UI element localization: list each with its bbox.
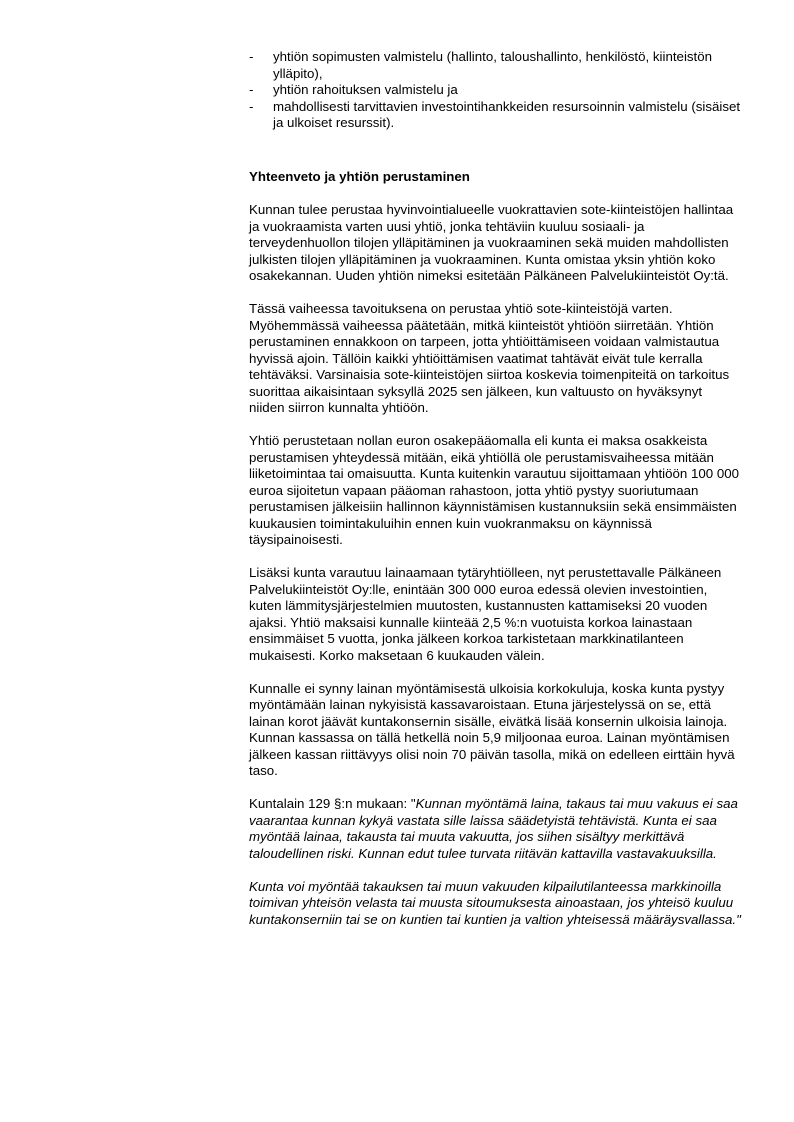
paragraph: Lisäksi kunta varautuu lainaamaan tytäryhtiölleen, nyt perustettavalle Pälkäneen Palvelukiinteistöt Oy:lle, enintään 300 000 euroa edessä olevien investointien, kuten lämmitysjärjestelmien muutosten, kustannusten kattamiseksi 20 vuoden ajaksi. Yhtiö maksaisi kunnalle kiinteää 2,5 %:n vuotuista korkoa lainastaan ensimmäiset 5 vuotta, jonka jälkeen korkoa tarkistetaan markkinatilanteen mukaisesti. Korko maksetaan 6 kuukauden välein. (249, 565, 722, 663)
list-item (249, 99, 741, 132)
paragraph: Tässä vaiheessa tavoituksena on perustaa yhtiö sote-kiinteistöjä varten. Myöhemmässä vaiheessa päätetään, mitkä kiinteistöt yhtiöön siirretään. Yhtiön perustaminen ennakkoon on tarpeen, jotta yhtiöittämiseen voidaan valmistautua hyvissä ajoin. Tällöin kaikki yhtiöittämisen vaatimat tahtävät eivät tule kerralla tehtäväksi. Varsinaisia sote-kiinteistöjen siirtoa koskevia toimenpiteitä on tarkoitus suorittaa aikaisintaan syksyllä 2025 sen jälkeen, kun valtuusto on hyväksynyt niiden siirron kunnalta yhtiöön. (249, 301, 730, 415)
list-item-text: mahdollisesti tarvittavien investointihankkeiden resursoinnin valmistelu (sisäiset ja ulkoiset resurssit). (273, 98, 741, 130)
paragraph: Kunnalle ei synny lainan myöntämisestä ulkoisia korkokuluja, koska kunta pystyy myöntämään lainan nykyisistä kassavaroistaan. Etuna järjestelyssä on se, että lainan korot jäävät kuntakonsernin sisälle, eivätkä lisää konsernin ulkoisia lainoja. Kunnan kassassa on tällä hetkellä noin 5,9 miljoonaa euroa. Lainan myöntämisen jälkeen kassan riittävyys olisi noin 70 päivän tasolla, mikä on edelleen eirttäin hyvä taso. (249, 680, 735, 778)
list-item (249, 49, 741, 82)
list-item (249, 82, 741, 99)
list-dash: - (249, 82, 254, 97)
quote-text: Kunta voi myöntää takauksen tai muun vakuuden kilpailutilanteessa markkinoilla toimivan yhteisön velasta tai muusta sitoumuksesta ainoastaan, jos yhteisö kuuluu kuntakonserniin tai se on kuntien tai kuntien ja valtion yhteisessä määräysvallassa. (249, 878, 737, 927)
list-item-text: yhtiön rahoituksen valmistelu ja (273, 82, 458, 97)
section-heading: Yhteenveto ja yhtiön perustaminen (249, 168, 470, 184)
paragraph: Yhtiö perustetaan nollan euron osakepääomalla eli kunta ei maksa osakkeista perustamisen yhteydessä mitään, eikä yhtiöllä ole perustamisvaiheessa mitään liiketoimintaa tai omaisuutta. Kunta kuitenkin varautuu sijoittamaan yhtiöön 100 000 euroa sijoitetun vapaan pääoman rahastoon, jotta yhtiö pystyy suoriutumaan perustamisen jälkeisiin hallinnon käynnistämisen kustannuksiin sekä ensimmäisten kuukausien toimintakuluihin ennen kuin vuokranmaksu on käynnissä täysipainoisesti. (249, 433, 740, 547)
law-quote-paragraph (249, 796, 741, 862)
task-list (249, 49, 741, 132)
list-item-text: yhtiön sopimusten valmistelu (hallinto, taloushallinto, henkilöstö, kiinteistön ylläpito), (273, 49, 713, 81)
document-body (249, 49, 741, 945)
law-quote-paragraph (249, 879, 741, 929)
quote-intro: Kuntalain 129 §:n mukaan: " (249, 796, 416, 811)
list-dash: - (249, 49, 254, 64)
paragraph: Kunnan tulee perustaa hyvinvointialueelle vuokrattavien sote-kiinteistöjen hallintaa ja vuokraamista varten uusi yhtiö, jonka tehtäviin kuuluu sosiaali- ja terveydenhuollon tilojen ylläpitäminen ja vuokraaminen sekä muiden mahdollisten julkisten tilojen ylläpitäminen ja vuokraaminen. Kunta omistaa yksin yhtiön koko osakekannan. Uuden yhtiön nimeksi esitetään Pälkäneen Palvelukiinteistöt Oy:tä. (249, 202, 734, 283)
quote-close: " (736, 911, 741, 927)
list-dash: - (249, 98, 254, 114)
quote-text: Kunnan myöntämä laina, takaus tai muu vakuus ei saa vaarantaa kunnan kykyä vastata sille laissa säädetyistä tehtävistä. Kunta ei saa myöntää lainaa, takausta tai muuta vakuutta, jos siihen sisältyy merkittävä taloudellinen riski. Kunnan edut tulee turvata riitävän kattavilla vastavakuuksilla. (249, 796, 738, 861)
